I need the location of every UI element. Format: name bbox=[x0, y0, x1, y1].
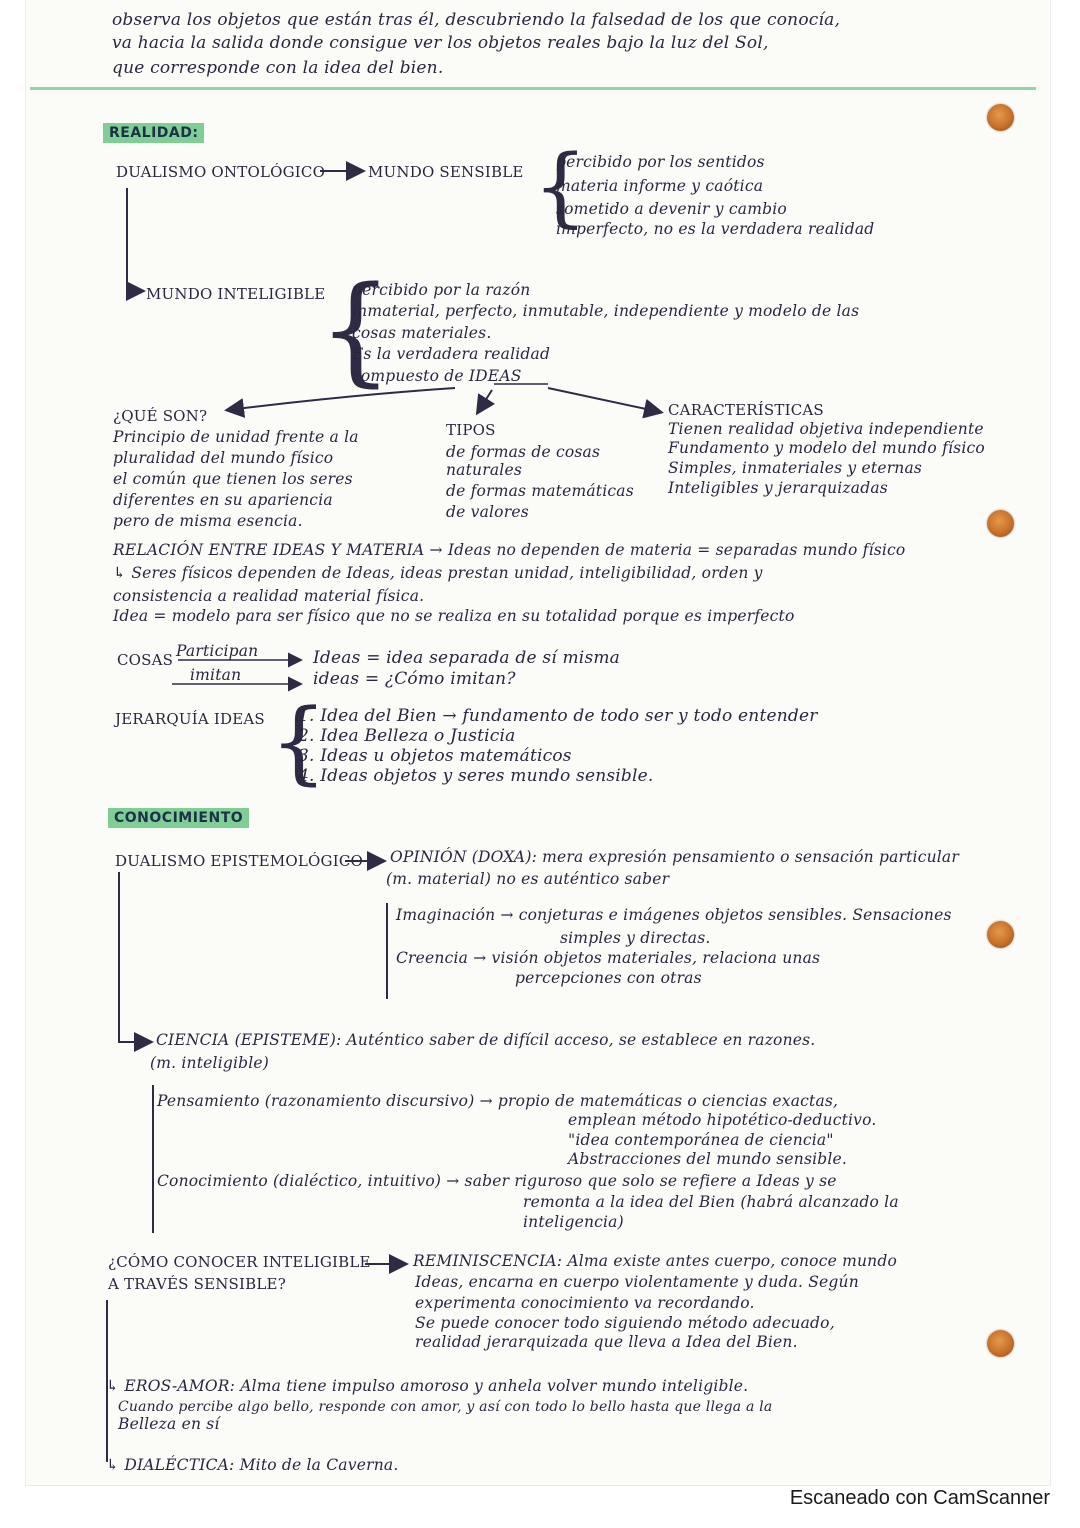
tipos-item: de formas matemáticas bbox=[446, 482, 634, 500]
section-divider bbox=[30, 87, 1036, 90]
que-son-item: el común que tienen los seres bbox=[113, 470, 353, 488]
eros-line-2: Cuando percibe algo bello, responde con amor, y así con todo lo bello hasta que llega a la bbox=[118, 1399, 773, 1415]
connector-line bbox=[118, 872, 120, 1042]
opinion-line-1: OPINIÓN (DOXA): mera expresión pensamiento o sensación particular bbox=[390, 848, 959, 866]
sensible-item: materia informe y caótica bbox=[556, 177, 764, 195]
ciencia-bracket bbox=[152, 1085, 154, 1233]
relacion-line-4: Idea = modelo para ser físico que no se realiza en su totalidad porque es imperfecto bbox=[113, 607, 795, 625]
jerarquia-item: 3. Ideas u objetos matemáticos bbox=[298, 746, 572, 766]
pensamiento-line-4: Abstracciones del mundo sensible. bbox=[568, 1150, 848, 1168]
caracteristicas-item: Fundamento y modelo del mundo físico bbox=[668, 439, 985, 457]
reminiscencia-line: experimenta conocimiento va recordando. bbox=[415, 1294, 755, 1312]
pensamiento-line-2: emplean método hipotético-deductivo. bbox=[568, 1111, 877, 1129]
reminiscencia-line: REMINISCENCIA: Alma existe antes cuerpo, conoce mundo bbox=[413, 1252, 898, 1270]
jerarquia-item: 2. Idea Belleza o Justicia bbox=[298, 726, 516, 746]
caracteristicas-label: CARACTERÍSTICAS bbox=[668, 401, 824, 419]
binder-hole-icon bbox=[987, 1330, 1014, 1357]
relacion-line-2: ↳ Seres físicos dependen de Ideas, ideas prestan unidad, inteligibilidad, orden y bbox=[113, 564, 763, 582]
reminiscencia-line: Ideas, encarna en cuerpo violentamente y duda. Según bbox=[415, 1273, 859, 1291]
tipos-item: naturales bbox=[446, 461, 522, 479]
imaginacion-line: Imaginación → conjeturas e imágenes objetos sensibles. Sensaciones bbox=[396, 906, 952, 924]
como-conocer-label-2: A TRAVÉS SENSIBLE? bbox=[108, 1275, 286, 1293]
heading-realidad: REALIDAD: bbox=[103, 123, 204, 143]
creencia-line: Creencia → visión objetos materiales, relaciona unas bbox=[396, 949, 821, 967]
binder-hole-icon bbox=[987, 510, 1014, 537]
caracteristicas-item: Inteligibles y jerarquizadas bbox=[668, 479, 888, 497]
imitan-label: imitan bbox=[190, 666, 242, 684]
ciencia-line-1: CIENCIA (EPISTEME): Auténtico saber de difícil acceso, se establece en razones. bbox=[156, 1031, 816, 1049]
jerarquia-item: 4. Ideas objetos y seres mundo sensible. bbox=[298, 766, 654, 786]
relacion-line-1: RELACIÓN ENTRE IDEAS Y MATERIA → Ideas no dependen de materia = separadas mundo físico bbox=[113, 541, 906, 559]
imitan-text: ideas = ¿Cómo imitan? bbox=[313, 669, 516, 689]
brace-jerarquia: { bbox=[270, 690, 328, 795]
top-line-1: observa los objetos que están tras él, descubriendo la falsedad de los que conocía, bbox=[112, 10, 841, 30]
inteligible-item: percibido por la razón bbox=[352, 281, 531, 299]
participan-label: Participan bbox=[176, 642, 259, 660]
mundo-sensible-label: MUNDO SENSIBLE bbox=[368, 163, 524, 181]
reminiscencia-line: realidad jerarquizada que lleva a Idea del Bien. bbox=[415, 1333, 798, 1351]
sensible-item: percibido por los sentidos bbox=[556, 153, 765, 171]
binder-hole-icon bbox=[987, 921, 1014, 948]
opinion-line-2: (m. material) no es auténtico saber bbox=[386, 870, 670, 888]
que-son-item: Principio de unidad frente a la bbox=[113, 428, 359, 446]
participan-text: Ideas = idea separada de sí misma bbox=[313, 648, 621, 668]
eros-line-3: Belleza en sí bbox=[118, 1415, 220, 1433]
caracteristicas-item: Simples, inmateriales y eternas bbox=[668, 459, 923, 477]
brace-sensible: { bbox=[533, 137, 588, 237]
inteligible-item: cosas materiales. bbox=[352, 324, 492, 342]
pensamiento-line-3: "idea contemporánea de ciencia" bbox=[568, 1131, 834, 1149]
inteligible-item: inmaterial, perfecto, inmutable, independiente y modelo de las bbox=[352, 302, 860, 320]
relacion-line-3: consistencia a realidad material física. bbox=[113, 587, 425, 605]
caracteristicas-item: Tienen realidad objetiva independiente bbox=[668, 420, 984, 438]
brace-inteligible: { bbox=[318, 260, 394, 398]
que-son-item: pero de misma esencia. bbox=[113, 512, 303, 530]
dialectica-line: ↳ DIALÉCTICA: Mito de la Caverna. bbox=[106, 1456, 399, 1474]
sensible-item: imperfecto, no es la verdadera realidad bbox=[556, 220, 875, 238]
dualismo-epistemologico: DUALISMO EPISTEMOLÓGICO bbox=[115, 852, 364, 870]
eros-line-1: ↳ EROS-AMOR: Alma tiene impulso amoroso y anhela volver mundo inteligible. bbox=[106, 1377, 749, 1395]
inteligible-item: Es la verdadera realidad bbox=[352, 345, 551, 363]
que-son-item: diferentes en su apariencia bbox=[113, 491, 333, 509]
sensible-item: sometido a devenir y cambio bbox=[556, 200, 787, 218]
jerarquia-item: 1. Idea del Bien → fundamento de todo ser y todo entender bbox=[298, 706, 818, 726]
conocimiento-line: Conocimiento (dialéctico, intuitivo) → saber riguroso que solo se refiere a Ideas y se bbox=[157, 1172, 837, 1190]
creencia-line-2: percepciones con otras bbox=[515, 969, 702, 987]
opinion-bracket bbox=[386, 903, 388, 999]
top-line-3: que corresponde con la idea del bien. bbox=[112, 58, 444, 78]
ciencia-line-2: (m. inteligible) bbox=[150, 1054, 270, 1072]
inteligible-item: compuesto de IDEAS bbox=[352, 367, 522, 385]
tipos-item: de formas de cosas bbox=[446, 443, 601, 461]
tipos-item: de valores bbox=[446, 503, 529, 521]
imaginacion-line-2: simples y directas. bbox=[560, 929, 711, 947]
que-son-item: pluralidad del mundo físico bbox=[113, 449, 334, 467]
top-line-2: va hacia la salida donde consigue ver los objetos reales bajo la luz del Sol, bbox=[112, 33, 769, 53]
tipos-label: TIPOS bbox=[446, 421, 496, 439]
como-conocer-label: ¿CÓMO CONOCER INTELIGIBLE bbox=[108, 1253, 371, 1271]
binder-hole-icon bbox=[987, 104, 1014, 131]
jerarquia-label: JERARQUÍA IDEAS bbox=[115, 710, 265, 728]
scanner-watermark: Escaneado con CamScanner bbox=[789, 1487, 1050, 1509]
cosas-label: COSAS bbox=[117, 651, 174, 669]
heading-conocimiento: CONOCIMIENTO bbox=[108, 808, 249, 828]
connector-line bbox=[126, 188, 128, 291]
dualismo-ontologico: DUALISMO ONTOLÓGICO bbox=[116, 163, 326, 181]
conocimiento-line-3: inteligencia) bbox=[523, 1213, 624, 1231]
que-son-label: ¿QUÉ SON? bbox=[113, 407, 208, 425]
reminiscencia-line: Se puede conocer todo siguiendo método adecuado, bbox=[415, 1314, 835, 1332]
conocimiento-line-2: remonta a la idea del Bien (habrá alcanzado la bbox=[523, 1193, 899, 1211]
mundo-inteligible-label: MUNDO INTELIGIBLE bbox=[146, 285, 326, 303]
pensamiento-line: Pensamiento (razonamiento discursivo) → propio de matemáticas o ciencias exactas, bbox=[157, 1092, 839, 1110]
